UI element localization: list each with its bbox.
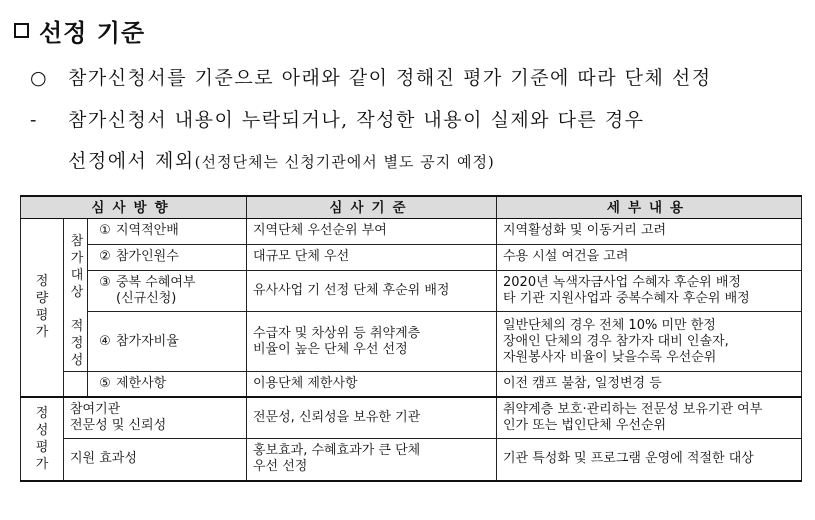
item-cell: ① 지역적안배 bbox=[88, 219, 247, 245]
table-header-row bbox=[21, 196, 802, 219]
detail-cell: 취약계층 보호·관리하는 전문성 보유기관 여부 인가 또는 법인단체 우선순위 bbox=[497, 397, 802, 439]
criteria-cell: 전문성, 신뢰성을 보유한 기관 bbox=[247, 397, 497, 439]
criteria-cell: 홍보효과, 수혜효과가 큰 단체 우선 선정 bbox=[247, 439, 497, 481]
bullet-text-3: 선정에서 제외 bbox=[68, 150, 195, 172]
item-cell: 지원 효과성 bbox=[64, 439, 247, 481]
section-heading bbox=[14, 13, 145, 47]
item-cell: ③ 중복 수혜여부 (신규신청) bbox=[88, 270, 247, 311]
detail-cell: 일반단체의 경우 전체 10% 미만 한정 장애인 단체의 경우 참가자 대비 인솔자, 자원봉사자 비율이 낮을수록 우선순위 bbox=[497, 312, 802, 372]
header-direction: 심사방향 bbox=[21, 196, 247, 219]
bullet-text-2: 참가신청서 내용이 누락되거나, 작성한 내용이 실제와 다른 경우 bbox=[68, 109, 645, 131]
category-quantitative: 정량평가 bbox=[21, 219, 64, 397]
bullet-line-1 bbox=[30, 63, 712, 90]
section-title: 선정 기준 bbox=[39, 18, 146, 47]
criteria-table bbox=[20, 195, 802, 482]
bullet-note: (선정단체는 신청기관에서 별도 공지 예정) bbox=[194, 153, 495, 171]
table-row bbox=[21, 312, 802, 372]
detail-cell: 수용 시설 여건을 고려 bbox=[497, 244, 802, 270]
item-cell: ④ 참가자비율 bbox=[88, 312, 247, 372]
table-row bbox=[21, 270, 802, 311]
bullet-text-1: 참가신청서를 기준으로 아래와 같이 정해진 평가 기준에 따라 단체 선정 bbox=[68, 67, 712, 89]
subcategory-participant: 참가대상 적정성 bbox=[64, 219, 88, 372]
header-detail: 세부내용 bbox=[497, 196, 802, 219]
dash-bullet-icon: - bbox=[30, 109, 38, 131]
table-row bbox=[21, 372, 802, 397]
header-criteria: 심사기준 bbox=[247, 196, 497, 219]
table-row bbox=[21, 244, 802, 270]
criteria-cell: 수급자 및 차상위 등 취약계층 비율이 높은 단체 우선 선정 bbox=[247, 312, 497, 372]
detail-cell: 기관 특성화 및 프로그램 운영에 적절한 대상 bbox=[497, 439, 802, 481]
item-cell: ⑤ 제한사항 bbox=[88, 372, 247, 397]
detail-cell: 이전 캠프 불참, 일정변경 등 bbox=[497, 372, 802, 397]
criteria-cell: 대규모 단체 우선 bbox=[247, 244, 497, 270]
table-row bbox=[21, 397, 802, 439]
bullet-line-3 bbox=[68, 146, 495, 173]
bullet-line-2 bbox=[30, 105, 645, 132]
detail-cell: 지역활성화 및 이동거리 고려 bbox=[497, 219, 802, 245]
category-qualitative: 정성평가 bbox=[21, 397, 64, 481]
item-cell: 참여기관 전문성 및 신뢰성 bbox=[64, 397, 247, 439]
criteria-cell: 유사사업 기 선정 단체 후순위 배정 bbox=[247, 270, 497, 311]
table-row bbox=[21, 219, 802, 245]
table-row bbox=[21, 439, 802, 481]
criteria-cell: 이용단체 제한사항 bbox=[247, 372, 497, 397]
item-cell: ② 참가인원수 bbox=[88, 244, 247, 270]
criteria-cell: 지역단체 우선순위 부여 bbox=[247, 219, 497, 245]
circle-bullet-icon: ○ bbox=[30, 67, 49, 89]
checkbox-square-icon bbox=[14, 23, 29, 38]
detail-cell: 2020년 녹색자금사업 수혜자 후순위 배정 타 기관 지원사업과 중복수혜자 후순위 배정 bbox=[497, 270, 802, 311]
